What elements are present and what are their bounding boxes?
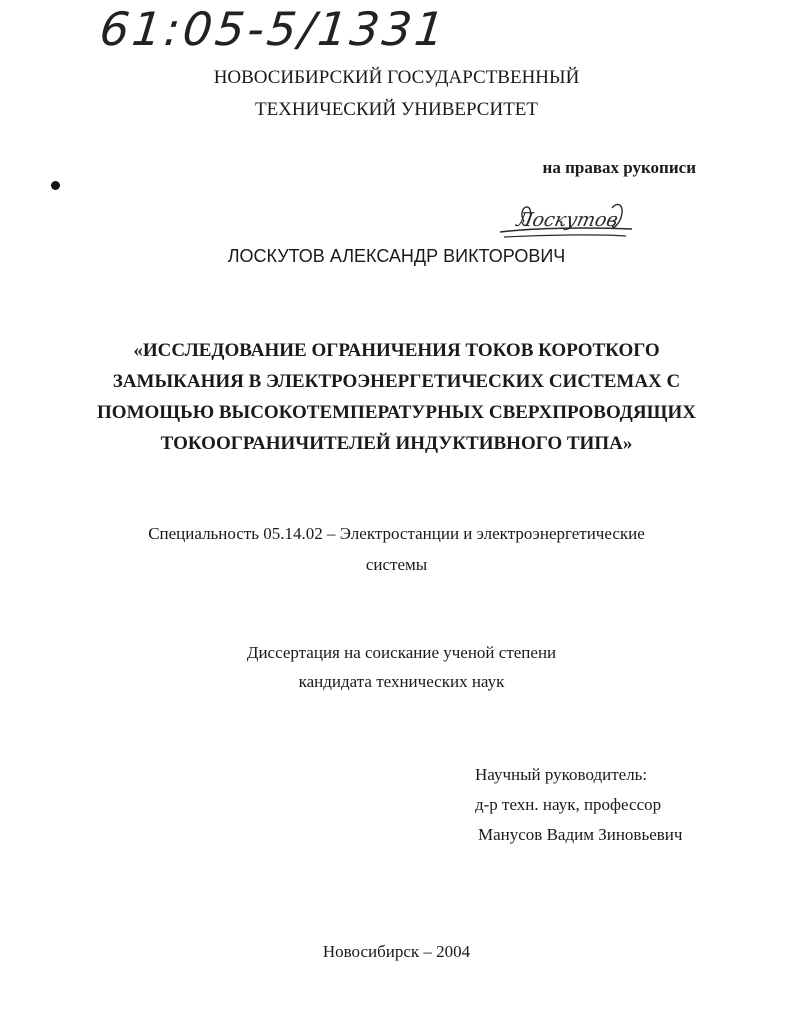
degree-line-1: Диссертация на соискание ученой степени <box>246 643 557 662</box>
signature-script: Лоскутов <box>514 208 621 231</box>
university-line-2: ТЕХНИЧЕСКИЙ УНИВЕРСИТЕТ <box>254 99 539 120</box>
city-year: Новосибирск – 2004 <box>322 942 471 961</box>
dissertation-title <box>0 335 793 459</box>
degree-line-2: кандидата технических наук <box>298 672 505 691</box>
university-name <box>0 62 793 126</box>
manuscript-rights: на правах рукописи <box>542 158 696 177</box>
university-line-1: НОВОСИБИРСКИЙ ГОСУДАРСТВЕННЫЙ <box>213 67 580 88</box>
title-line: «ИССЛЕДОВАНИЕ ОГРАНИЧЕНИЯ ТОКОВ КОРОТКОГО <box>133 340 660 361</box>
degree-statement <box>0 638 793 696</box>
specialty-line-2: системы <box>365 555 428 574</box>
supervisor-label: Научный руководитель: <box>475 765 648 784</box>
specialty <box>0 518 793 580</box>
title-line: ТОКООГРАНИЧИТЕЛЕЙ ИНДУКТИВНОГО ТИПА» <box>160 433 633 454</box>
punch-hole-mark <box>51 181 60 190</box>
supervisor-degree: д-р техн. наук, профессор <box>475 795 662 814</box>
supervisor-block <box>475 760 682 850</box>
author-signature <box>494 196 639 249</box>
specialty-line-1: Специальность 05.14.02 – Электростанции и электроэнергетические <box>148 524 645 543</box>
author-name: ЛОСКУТОВ АЛЕКСАНДР ВИКТОРОВИЧ <box>227 246 566 266</box>
title-line: ПОМОЩЬЮ ВЫСОКОТЕМПЕРАТУРНЫХ СВЕРХПРОВОДЯЩИХ <box>97 402 696 423</box>
supervisor-name: Манусов Вадим Зиновьевич <box>478 825 683 844</box>
archive-stamp: 61:05-5/1331 <box>97 2 450 56</box>
title-line: ЗАМЫКАНИЯ В ЭЛЕКТРОЭНЕРГЕТИЧЕСКИХ СИСТЕМАХ С <box>112 371 681 392</box>
